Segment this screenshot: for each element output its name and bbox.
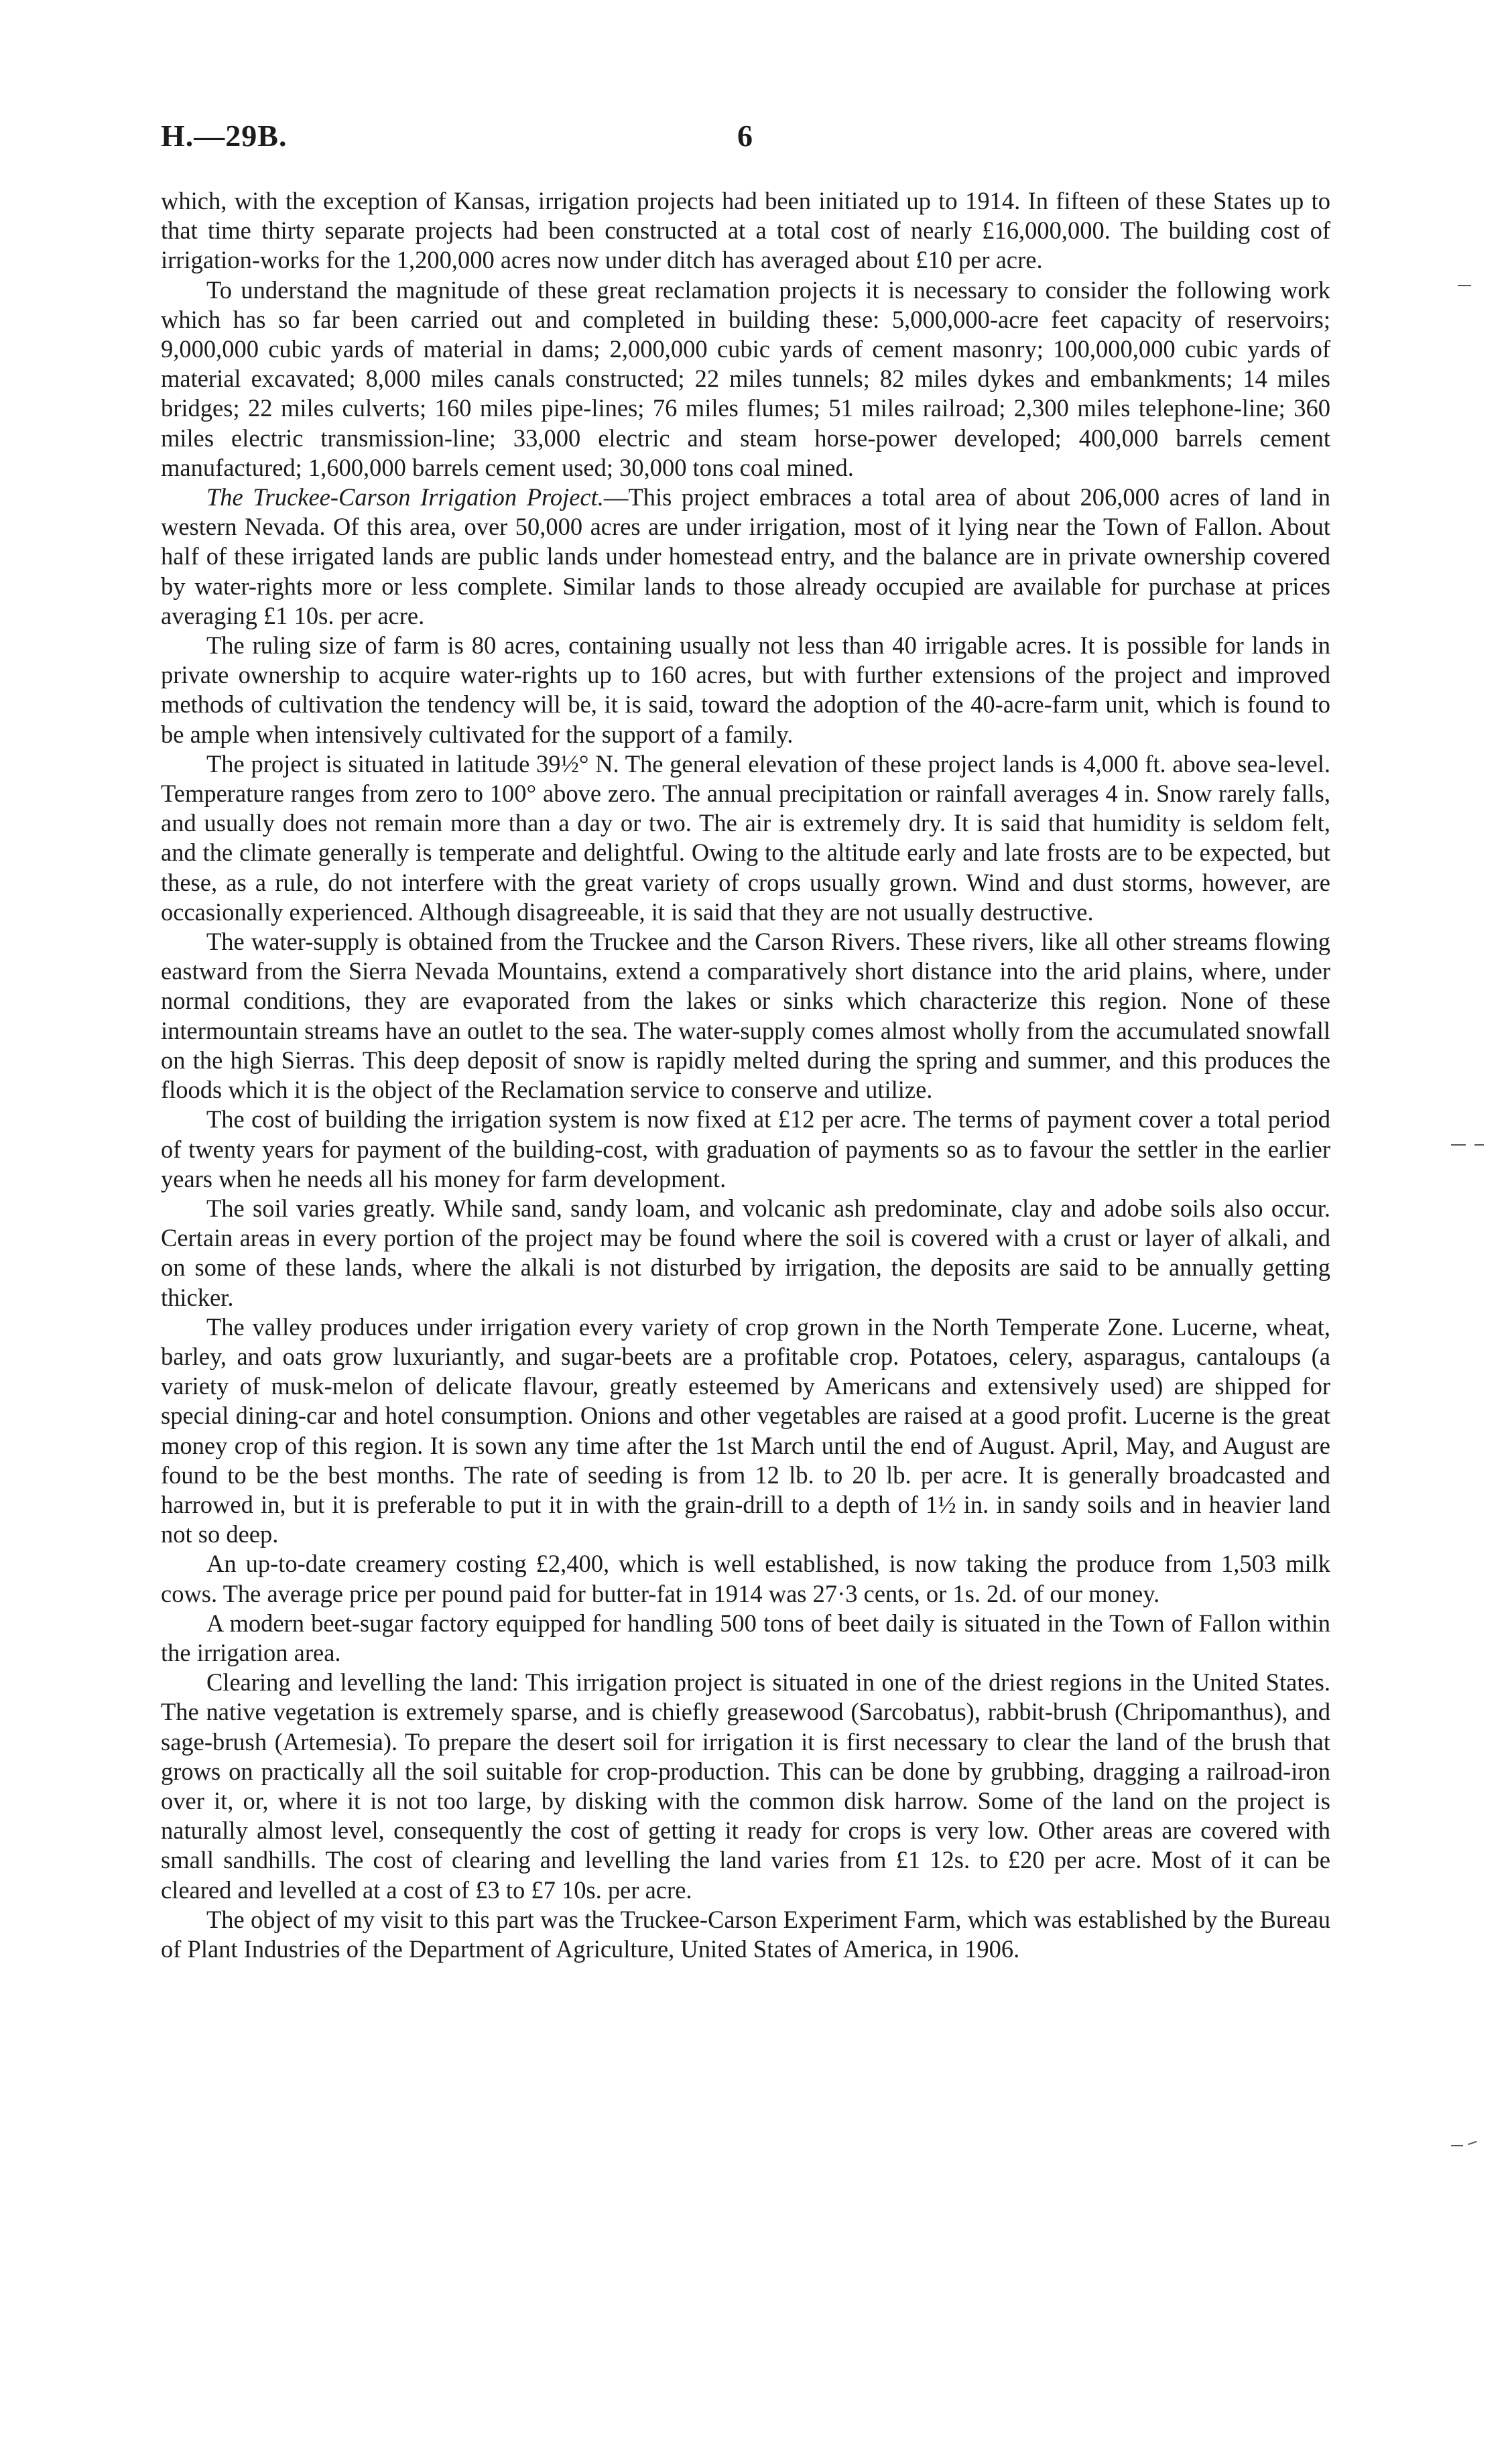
margin-mark bbox=[1474, 1144, 1484, 1146]
paragraph-text: Clearing and levelling the land: This irrigation project is situated in one of the driest regions in the United States. The native vegetation is extremely sparse, and is chiefly greasewood (Sarcobatus), rabbit-brush (Chripomanthus), and sage-brush (Artemesia). To prepare the desert soil for irrigation it is first necessary to clear the land of the brush that grows on practically all the soil suitable for crop-production. This can be done by grubbing, dragging a railroad-iron over it, or, where it is not too large, by disking with the common disk harrow. Some of the land on the project is naturally almost level, consequently the cost of getting it ready for crops is very low. Other areas are covered with small sandhills. The cost of clearing and levelling the land varies from £1 12s. to £20 per acre. Most of it can be cleared and levelled at a cost of £3 to £7 10s. per acre. bbox=[161, 1668, 1330, 1904]
paragraph-clearing-land bbox=[161, 1668, 1330, 1905]
margin-mark bbox=[1458, 285, 1471, 286]
paragraph-text: An up-to-date creamery costing £2,400, which is well established, is now taking the produce from 1,503 milk cows. The average price per pound paid for butter-fat in 1914 was 27·3 cents, or 1s. 2d. of our money. bbox=[161, 1550, 1330, 1607]
paragraph-text: The ruling size of farm is 80 acres, containing usually not less than 40 irrigable acres. It is possible for lands in private ownership to acquire water-rights up to 160 acres, but with further extensions of the project and improved methods of cultivation the tendency will be, it is said, toward the adoption of the 40-acre-farm unit, which is found to be ample when intensively cultivated for the support of a family. bbox=[161, 631, 1330, 748]
paragraph-text: The project is situated in latitude 39½° N. The general elevation of these project lands is 4,000 ft. above sea-level. Temperature ranges from zero to 100° above zero. The annual precipitation or rainfall averages 4 in. Snow rarely falls, and usually does not remain more than a day or two. The air is extremely dry. It is said that humidity is seldom felt, and the climate generally is temperate and delightful. Owing to the altitude early and late frosts are to be expected, but these, as a rule, do not interfere with the great variety of crops usually grown. Wind and dust storms, however, are occasionally experienced. Although disagreeable, it is said that they are not usually destructive. bbox=[161, 749, 1330, 926]
paragraph-climate bbox=[161, 749, 1330, 927]
paragraph-text: The cost of building the irrigation system is now fixed at £12 per acre. The terms of payment cover a total period of twenty years for payment of the building-cost, with graduation of payments so as to favour the settler in the earlier years when he needs all his money for farm development. bbox=[161, 1105, 1330, 1192]
paragraph-truckee-carson-project bbox=[161, 483, 1330, 631]
paragraph-text: To understand the magnitude of these great reclamation projects it is necessary to consider the following work which has so far been carried out and completed in building these: 5,000,000-acre feet capacity of reservoirs; 9,000,000 cubic yards of material in dams; 2,000,000 cubic yards of cement masonry; 100,000,000 cubic yards of material excavated; 8,000 miles canals constructed; 22 miles tunnels; 82 miles dykes and embankments; 14 miles bridges; 22 miles culverts; 160 miles pipe-lines; 76 miles flumes; 51 miles railroad; 2,300 miles telephone-line; 360 miles electric transmission-line; 33,000 electric and steam horse-power developed; 400,000 barrels cement manufactured; 1,600,000 barrels cement used; 30,000 tons coal mined. bbox=[161, 275, 1330, 481]
page-number: 6 bbox=[737, 119, 753, 153]
paragraph-crops bbox=[161, 1312, 1330, 1550]
paragraph-creamery bbox=[161, 1549, 1330, 1608]
paragraph-soil bbox=[161, 1194, 1330, 1312]
body-text bbox=[161, 186, 1330, 1964]
paragraph-text: which, with the exception of Kansas, irrigation projects had been initiated up to 1914. In fifteen of these States up to that time thirty separate projects had been constructed at a total cost of nearly £16,000,000. The building cost of irrigation-works for the 1,200,000 acres now under ditch has averaged about £10 per acre. bbox=[161, 187, 1330, 274]
paragraph-experiment-farm bbox=[161, 1905, 1330, 1964]
paragraph-text: —This project embraces a total area of about 206,000 acres of land in western Nevada. Of this area, over 50,000 acres are under irrigation, most of it lying near the Town of Fallon. About half of these irrigated lands are public lands under homestead entry, and the balance are in private ownership covered by water-rights more or less complete. Similar lands to those already occupied are available for purchase at prices averaging £1 10s. per acre. bbox=[161, 483, 1331, 629]
margin-mark bbox=[1451, 2145, 1463, 2146]
paragraph-beet-sugar-factory bbox=[161, 1609, 1330, 1668]
paragraph-reclamation-cost bbox=[161, 186, 1330, 275]
margin-mark bbox=[1451, 1144, 1466, 1146]
paragraph-text: The water-supply is obtained from the Truckee and the Carson Rivers. These rivers, like all other streams flowing eastward from the Sierra Nevada Mountains, extend a comparatively short distance into the arid plains, where, under normal conditions, they are evaporated from the lakes or sinks which characterize this region. None of these intermountain streams have an outlet to the sea. The water-supply comes almost wholly from the accumulated snowfall on the high Sierras. This deep deposit of snow is rapidly melted during the spring and summer, and this produces the floods which it is the object of the Reclamation service to conserve and utilize. bbox=[161, 928, 1330, 1104]
paragraph-irrigation-cost bbox=[161, 1105, 1330, 1194]
paragraph-text: The soil varies greatly. While sand, sandy loam, and volcanic ash predominate, clay and adobe soils also occur. Certain areas in every portion of the project may be found where the soil is covered with a crust or layer of alkali, and on some of these lands, where the alkali is not disturbed by irrigation, the deposits are said to be annually getting thicker. bbox=[161, 1194, 1330, 1311]
page-header bbox=[161, 118, 1340, 165]
section-heading: The Truckee-Carson Irrigation Project. bbox=[206, 483, 604, 511]
paragraph-water-supply bbox=[161, 927, 1330, 1105]
document-reference: H.—29B. bbox=[161, 119, 288, 153]
paragraph-text: A modern beet-sugar factory equipped for handling 500 tons of beet daily is situated in the Town of Fallon within the irrigation area. bbox=[161, 1609, 1330, 1666]
margin-mark bbox=[1468, 2141, 1477, 2145]
paragraph-text: The object of my visit to this part was the Truckee-Carson Experiment Farm, which was established by the Bureau of Plant Industries of the Department of Agriculture, United States of America, in 1906. bbox=[161, 1905, 1330, 1963]
paragraph-text: The valley produces under irrigation every variety of crop grown in the North Temperate Zone. Lucerne, wheat, barley, and oats grow luxuriantly, and sugar-beets are a profitable crop. Potatoes, celery, asparagus, cantaloups (a variety of musk-melon of delicate flavour, greatly esteemed by Americans and extensively used) are shipped for special dining-car and hotel consumption. Onions and other vegetables are raised at a good profit. Lucerne is the great money crop of this region. It is sown any time after the 1st March until the end of August. April, May, and August are found to be the best months. The rate of seeding is from 12 lb. to 20 lb. per acre. It is generally broadcasted and harrowed in, but it is preferable to put it in with the grain-drill to a depth of 1½ in. in sandy soils and in heavier land not so deep. bbox=[161, 1312, 1330, 1548]
paragraph-farm-size bbox=[161, 631, 1330, 749]
paragraph-works-magnitude bbox=[161, 275, 1330, 483]
